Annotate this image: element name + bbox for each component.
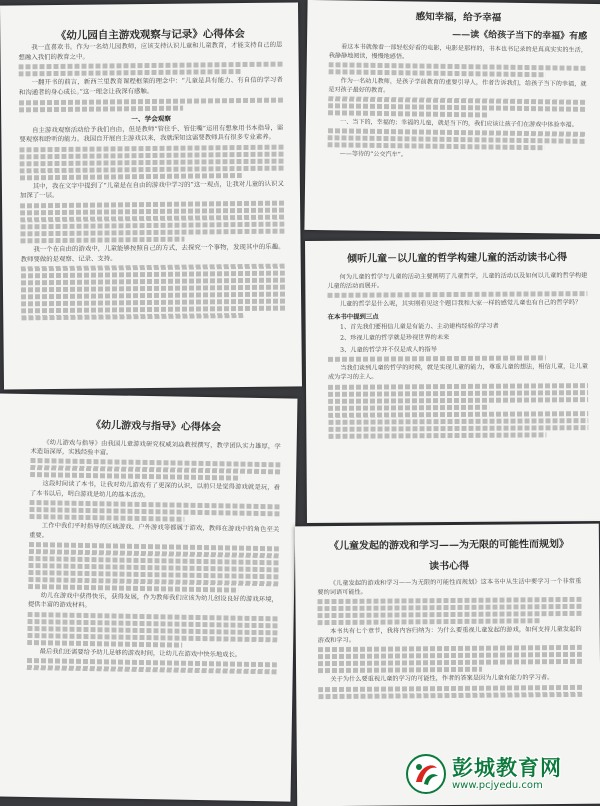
text-line <box>328 405 489 411</box>
text-line <box>318 684 582 691</box>
text-line <box>318 652 582 659</box>
text-line <box>327 291 587 298</box>
doc5-subtitle: 读书心得 <box>429 560 470 572</box>
text-line <box>20 229 284 237</box>
text-line <box>328 355 546 362</box>
document-page-4 <box>0 393 297 801</box>
doc5-body3: 关于为什么要重视儿童的学习的可能性，作者的答案是因为儿童有能力的学习者。 <box>330 674 554 684</box>
text-line <box>19 97 283 105</box>
text-line <box>318 659 582 666</box>
text-line <box>318 645 582 652</box>
text-line <box>318 667 482 673</box>
doc1-title: 《幼儿园自主游戏观察与记录》心得体会 <box>55 28 245 42</box>
text-line <box>317 604 581 611</box>
text-line <box>328 390 588 397</box>
doc2-title: 感知幸福，给予幸福 <box>415 11 502 24</box>
text-line <box>318 691 582 698</box>
watermark-text <box>452 756 562 792</box>
text-line <box>318 611 582 618</box>
doc3-item2: 2、珍视儿童的哲学就是珍视世界的未来 <box>340 334 450 342</box>
text-line <box>20 237 184 244</box>
doc2-body1: 看这本书就像看一部轻松好看的电影，电影是那样的，书本也书记录的是真真实实的生活，我静静地阅读，慢慢地感悟。 <box>328 43 587 61</box>
doc1-intro: 我一直喜欢书。作为一名幼儿园教师，应该支持认识儿童和儿童教育，才能支持自己的思想融入我们的教育之中。 <box>18 40 283 62</box>
doc3-item3: 3、儿童的哲学并不仅是成人的指导 <box>340 345 437 354</box>
doc2-body2: 作为一名幼儿教师，是孩子学前教育的重要引导人，作者告诉我们，给孩子当下的幸福，就是对孩子最好的教育。 <box>328 77 587 94</box>
text-line <box>317 597 581 604</box>
document-page-3 <box>305 239 600 523</box>
doc5-body1: 《儿童发起的游戏和学习——为无限的可能性而规划》这本书中从生活中要学习一个非常重要的词语可能性。 <box>317 577 582 596</box>
doc3-item1: 1、首先我们要相信儿童是有能力、主动建构经验的学习者 <box>339 322 499 331</box>
doc1-intro2: 一翻开书的前言，新西兰里教育课程框架的理念中：“儿童是具有能力、有自信的学习者和沟通者的身心成长。”这一理念让我深有感触。 <box>18 75 283 97</box>
doc5-body2: 本书共有七个章节，我将内容归纳为：为什么要重视儿童发起的游戏，如何支持儿童发起的游戏和学习。 <box>317 625 582 645</box>
text-line <box>318 618 540 625</box>
doc3-body3: 当我们谈到儿童的哲学的时候，就是实现儿童的能力，尊重儿童的想法，相信儿童，让儿童成为学习的主人。 <box>327 363 588 382</box>
text-line <box>328 411 588 418</box>
doc2-closing: ——等待的“公交汽车”。 <box>339 150 407 159</box>
text-line <box>328 383 588 390</box>
doc4-body5: 最后我们还需要给予幼儿足够的游戏时间，让幼儿在游戏中快乐地成长。 <box>39 647 242 659</box>
text-line <box>20 173 242 180</box>
site-url: www.pcjyedu.com <box>452 779 543 791</box>
doc3-body2: 儿童的哲学是什么呢，其实刚看见这个题目我和大家一样的感觉儿童也有自己的哲学吗？ <box>339 299 582 309</box>
text-line <box>328 425 588 432</box>
document-page-1 <box>0 2 302 389</box>
doc1-body2: 其中，我在文字中提到了“儿童是在自由的游戏中学习的”这一观点，让我对儿童的认识又加深了一层。 <box>19 179 284 200</box>
doc4-body2: 这段时间读了本书，让我对幼儿游戏有了更深的认识，以前只是觉得游戏就是玩，看了本书以后，明白游戏是幼儿的基本活动。 <box>29 480 280 499</box>
text-line <box>19 105 183 112</box>
doc4-body4: 幼儿在游戏中获得快乐，获得发展，作为教师我们应该为幼儿创设良好的游戏环境，提供丰富的游戏材料。 <box>27 592 279 610</box>
text-line <box>328 432 546 439</box>
text-line <box>21 313 243 320</box>
site-logo-icon <box>404 752 448 796</box>
doc3-title: 倾听儿童－以儿童的哲学构建儿童的活动读书心得 <box>347 252 568 265</box>
text-line <box>19 62 283 70</box>
document-page-2 <box>304 0 600 234</box>
doc4-body3: 工作中我们平时指导的区域游戏、户外游戏等都属于游戏，教师在游戏中的角色至关重要。 <box>29 522 280 539</box>
site-name: 彭城教育网 <box>452 755 562 780</box>
doc3-heading1: 在本书中提到三点 <box>327 312 379 321</box>
doc1-body1: 自主游戏观察活动给予我们自由，但是教师“管住手、管住嘴”运用有想象用书本指导，需要观察和聆听的能力。我国自开展自主游戏以来，我就深知这需要教师具有很多专业素养。 <box>19 123 284 144</box>
site-watermark <box>404 748 600 799</box>
doc2-subtitle: ——读《给孩子当下的幸福》有感 <box>452 29 588 42</box>
doc5-title: 《儿童发起的游戏和学习——为无限的可能性而规划》 <box>328 538 570 553</box>
doc4-title: 《幼儿游戏与指导》心得体会 <box>90 420 222 434</box>
text-line <box>20 165 284 173</box>
text-line <box>328 397 588 404</box>
doc3-body1: 何为儿童的哲学与儿童的活动主要阐明了儿童哲学，儿童的活动以及如何以儿童的哲学构建儿童的活动而展开。 <box>327 271 588 290</box>
text-line <box>328 110 488 117</box>
text-line <box>21 306 285 314</box>
doc4-body1: 《幼儿游戏与指导》由我国儿童游戏研究权威刘焱教授撰写，教学团队实力雄厚，学术造诣深厚，实践经验丰富。 <box>30 438 281 457</box>
text-line <box>328 418 588 425</box>
doc1-section1: 一、学会观察 <box>131 114 172 123</box>
doc1-body3: 我一个在自由的游戏中，儿童能够按照自己的方式，去探究一个事物，发现其中的乐趣。教师要做的是观察、记录、支持。 <box>20 242 285 263</box>
doc2-body3: 一、当下的，幸福的；幸福的儿童，就是当下的，我们应该让孩子们在游戏中体验幸福。 <box>340 118 578 129</box>
